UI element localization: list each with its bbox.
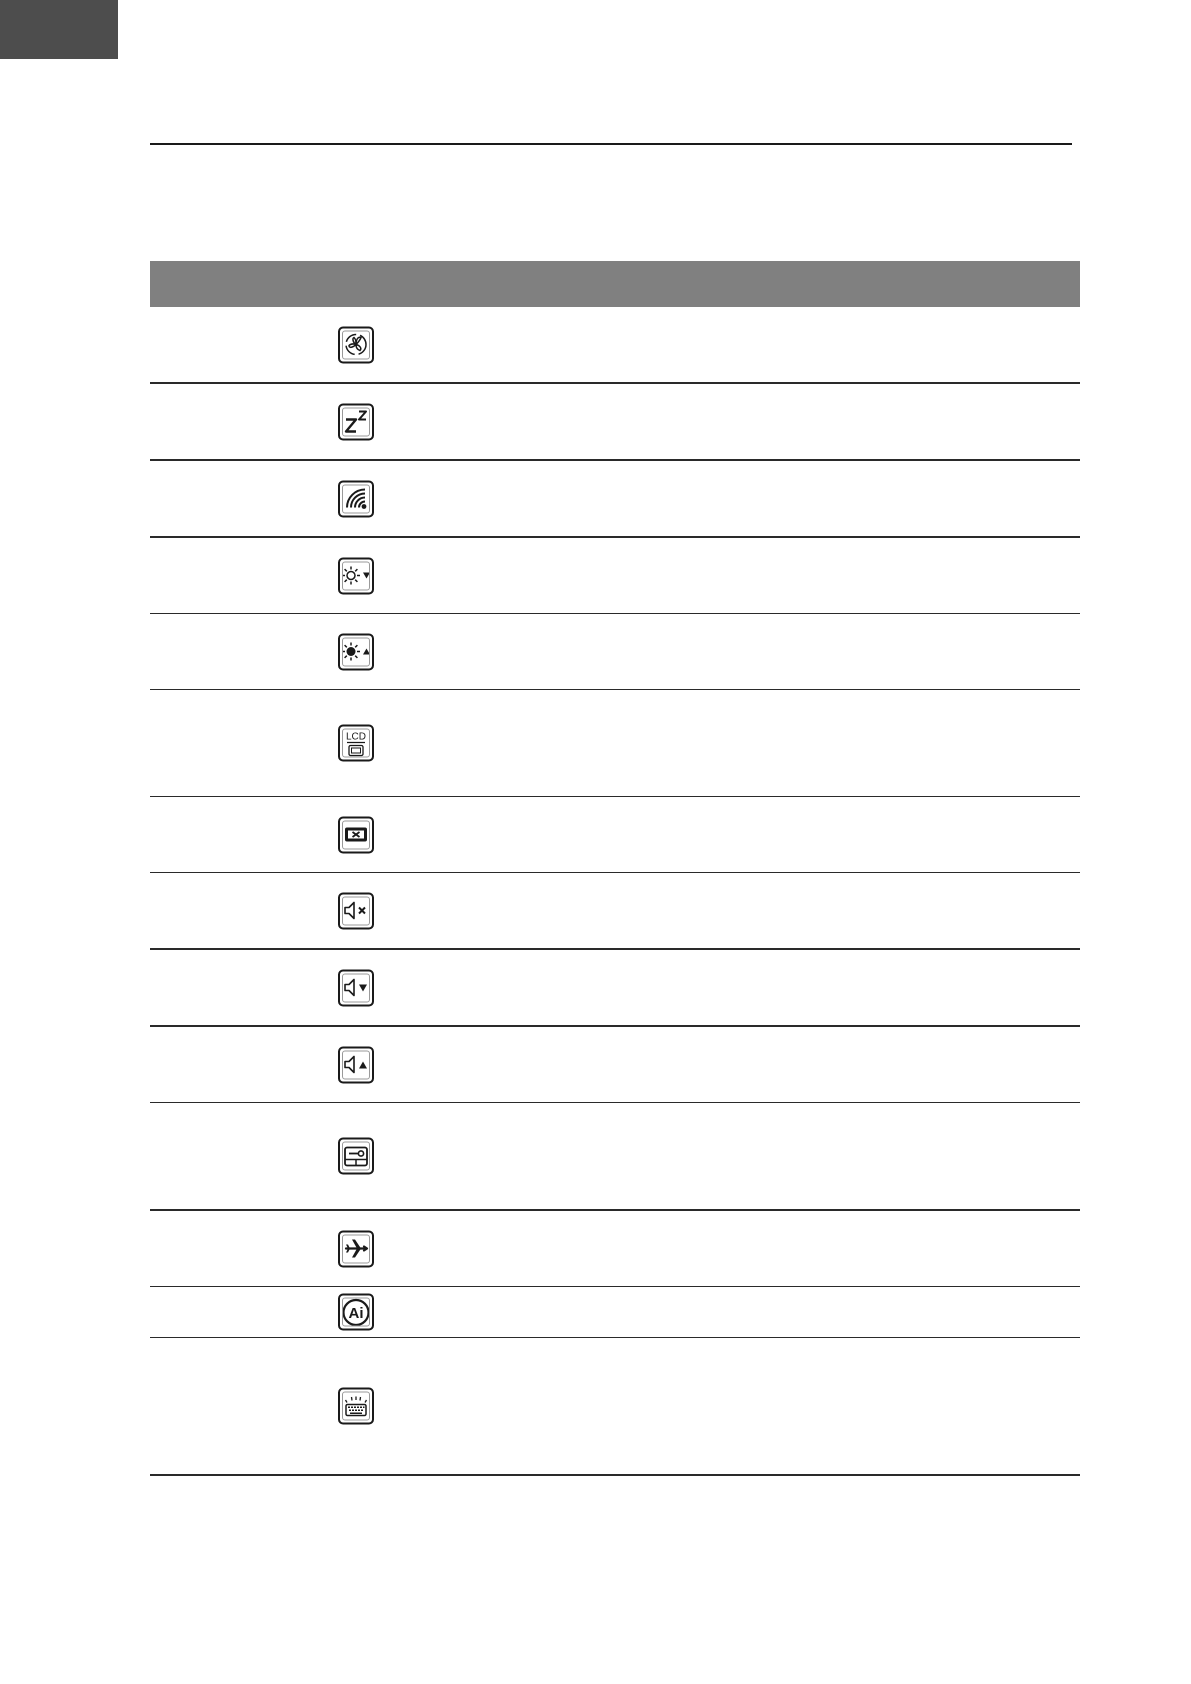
hotkey-table bbox=[150, 261, 1080, 1476]
table-row bbox=[150, 873, 1080, 950]
page-corner-tab bbox=[0, 0, 118, 59]
sleep-icon bbox=[338, 403, 374, 440]
table-row bbox=[150, 950, 1080, 1027]
table-row bbox=[150, 1211, 1080, 1287]
keyboard-backlight-icon bbox=[338, 1388, 374, 1425]
brightness-down-icon bbox=[338, 557, 374, 594]
ai-icon bbox=[338, 1294, 374, 1331]
touchpad-toggle-icon bbox=[338, 1138, 374, 1175]
table-row bbox=[150, 384, 1080, 461]
table-row bbox=[150, 538, 1080, 614]
header-rule bbox=[150, 143, 1072, 145]
table-row bbox=[150, 461, 1080, 538]
fan-icon bbox=[338, 326, 374, 363]
volume-down-icon bbox=[338, 969, 374, 1006]
table-row bbox=[150, 1103, 1080, 1211]
table-row bbox=[150, 1338, 1080, 1476]
table-row bbox=[150, 1027, 1080, 1103]
table-header-band bbox=[150, 261, 1080, 307]
display-off-icon bbox=[338, 816, 374, 853]
lcd-display-icon bbox=[338, 725, 374, 762]
table-row bbox=[150, 307, 1080, 384]
table-row bbox=[150, 797, 1080, 873]
volume-up-icon bbox=[338, 1046, 374, 1083]
lcd-label: LCD bbox=[345, 731, 367, 742]
wireless-icon bbox=[338, 480, 374, 517]
table-row bbox=[150, 614, 1080, 690]
ai-label: Ai bbox=[348, 1304, 364, 1322]
mute-icon bbox=[338, 892, 374, 929]
airplane-mode-icon bbox=[338, 1230, 374, 1267]
table-row bbox=[150, 690, 1080, 797]
table-row bbox=[150, 1287, 1080, 1338]
brightness-up-icon bbox=[338, 633, 374, 670]
